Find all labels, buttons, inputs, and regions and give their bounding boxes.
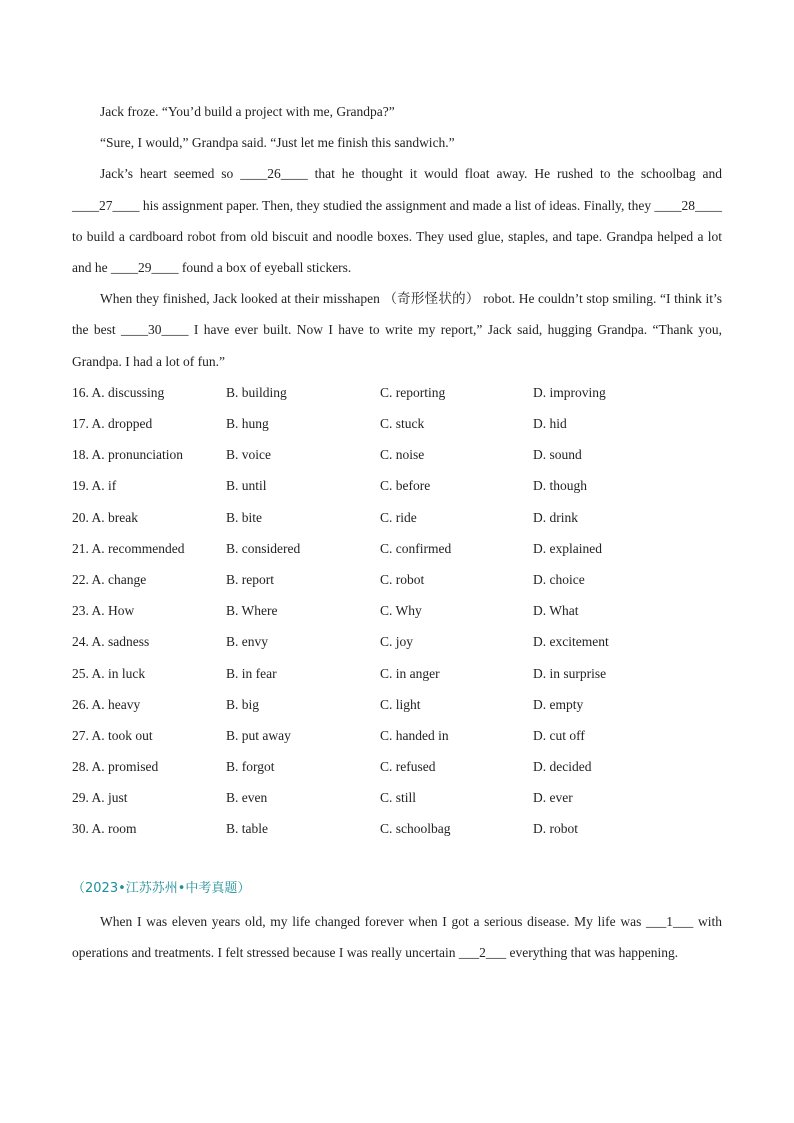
question-row — [72, 813, 722, 844]
option-b: B. even — [226, 790, 268, 806]
option-a: 24. A. sadness — [72, 634, 150, 650]
option-b: B. considered — [226, 540, 301, 556]
option-c: C. robot — [380, 571, 425, 587]
option-c: C. ride — [380, 509, 417, 525]
question-row — [72, 595, 722, 626]
section-source-label: （2023•江苏苏州•中考真题） — [72, 881, 251, 896]
passage-paragraph-3: Jack’s heart seemed so ____26____ that he thought it would float away. He rushed to the schoolbag and ____27____ his assignment paper. Then, they studied the assignment and made a list of ideas. Finally, they ____28____ to build a cardboard robot from old biscuit and noodle boxes. They used glue, staples, and tape. Grandpa helped a lot and he ____29____ found a box of eyeball stickers. — [72, 166, 722, 276]
option-a: 20. A. break — [72, 509, 138, 525]
next-passage — [72, 906, 722, 968]
option-b: B. forgot — [226, 759, 275, 775]
question-row — [72, 689, 722, 720]
question-row — [72, 533, 722, 564]
option-a: 27. A. took out — [72, 727, 153, 743]
option-a: 30. A. room — [72, 821, 137, 837]
option-b: B. bite — [226, 509, 262, 525]
option-c: C. before — [380, 478, 431, 494]
option-c: C. still — [380, 790, 417, 806]
option-b: B. report — [226, 571, 274, 587]
option-d: D. in surprise — [533, 665, 607, 681]
option-c: C. Why — [380, 603, 422, 619]
option-d: D. drink — [533, 509, 578, 525]
question-row — [72, 782, 722, 813]
option-d: D. cut off — [533, 727, 585, 743]
option-a: 28. A. promised — [72, 759, 159, 775]
option-a: 19. A. if — [72, 478, 117, 494]
next-passage-paragraph: When I was eleven years old, my life changed forever when I got a serious disease. My life was ___1___ with operations and treatments. I felt stressed because I was really uncertain ___2___ everything that was happening. — [72, 914, 722, 961]
question-row — [72, 658, 722, 689]
option-c: C. handed in — [380, 727, 449, 743]
question-row — [72, 751, 722, 782]
option-a: 16. A. discussing — [72, 384, 165, 400]
option-a: 23. A. How — [72, 603, 135, 619]
option-c: C. in anger — [380, 665, 440, 681]
option-d: D. empty — [533, 696, 584, 712]
option-b: B. table — [226, 821, 268, 837]
option-d: D. sound — [533, 447, 582, 463]
option-d: D. decided — [533, 759, 592, 775]
question-row — [72, 439, 722, 470]
option-a: 17. A. dropped — [72, 416, 153, 432]
question-row — [72, 564, 722, 595]
option-a: 26. A. heavy — [72, 696, 141, 712]
option-a: 25. A. in luck — [72, 665, 146, 681]
option-d: D. What — [533, 603, 579, 619]
option-b: B. envy — [226, 634, 268, 650]
option-d: D. improving — [533, 384, 606, 400]
option-d: D. choice — [533, 571, 585, 587]
option-c: C. joy — [380, 634, 414, 650]
passage-paragraph-1: Jack froze. “You’d build a project with me, Grandpa?” — [100, 104, 395, 119]
option-d: D. explained — [533, 540, 602, 556]
question-row — [72, 377, 722, 408]
option-a: 18. A. pronunciation — [72, 447, 183, 463]
question-row — [72, 502, 722, 533]
cloze-passage — [72, 96, 722, 845]
option-b: B. until — [226, 478, 267, 494]
option-b: B. in fear — [226, 665, 277, 681]
option-d: D. excitement — [533, 634, 609, 650]
option-d: D. hid — [533, 416, 567, 432]
option-c: C. noise — [380, 447, 425, 463]
option-b: B. building — [226, 384, 287, 400]
option-b: B. voice — [226, 447, 271, 463]
option-b: B. big — [226, 696, 260, 712]
option-a: 22. A. change — [72, 571, 147, 587]
option-c: C. refused — [380, 759, 436, 775]
option-c: C. stuck — [380, 416, 425, 432]
passage-paragraph-2: “Sure, I would,” Grandpa said. “Just let me finish this sandwich.” — [100, 135, 455, 151]
question-row — [72, 470, 722, 501]
option-c: C. confirmed — [380, 540, 452, 556]
question-row — [72, 626, 722, 657]
option-b: B. put away — [226, 727, 291, 743]
option-b: B. Where — [226, 603, 278, 619]
option-a: 21. A. recommended — [72, 540, 185, 556]
option-c: C. schoolbag — [380, 821, 451, 837]
option-c: C. light — [380, 696, 421, 712]
answer-options-list — [72, 377, 722, 845]
option-d: D. robot — [533, 821, 578, 837]
option-b: B. hung — [226, 416, 269, 432]
option-c: C. reporting — [380, 384, 446, 400]
passage-paragraph-4: When they finished, Jack looked at their misshapen （奇形怪状的） robot. He couldn’t stop smiling. “I think it’s the best ____30____ I have ever built. Now I have to write my report,” Jack said, hugging Grandpa. “Thank you, Grandpa. I had a lot of fun.” — [72, 291, 722, 369]
question-row — [72, 720, 722, 751]
option-d: D. though — [533, 478, 587, 494]
option-a: 29. A. just — [72, 790, 128, 806]
option-d: D. ever — [533, 790, 573, 806]
question-row — [72, 408, 722, 439]
